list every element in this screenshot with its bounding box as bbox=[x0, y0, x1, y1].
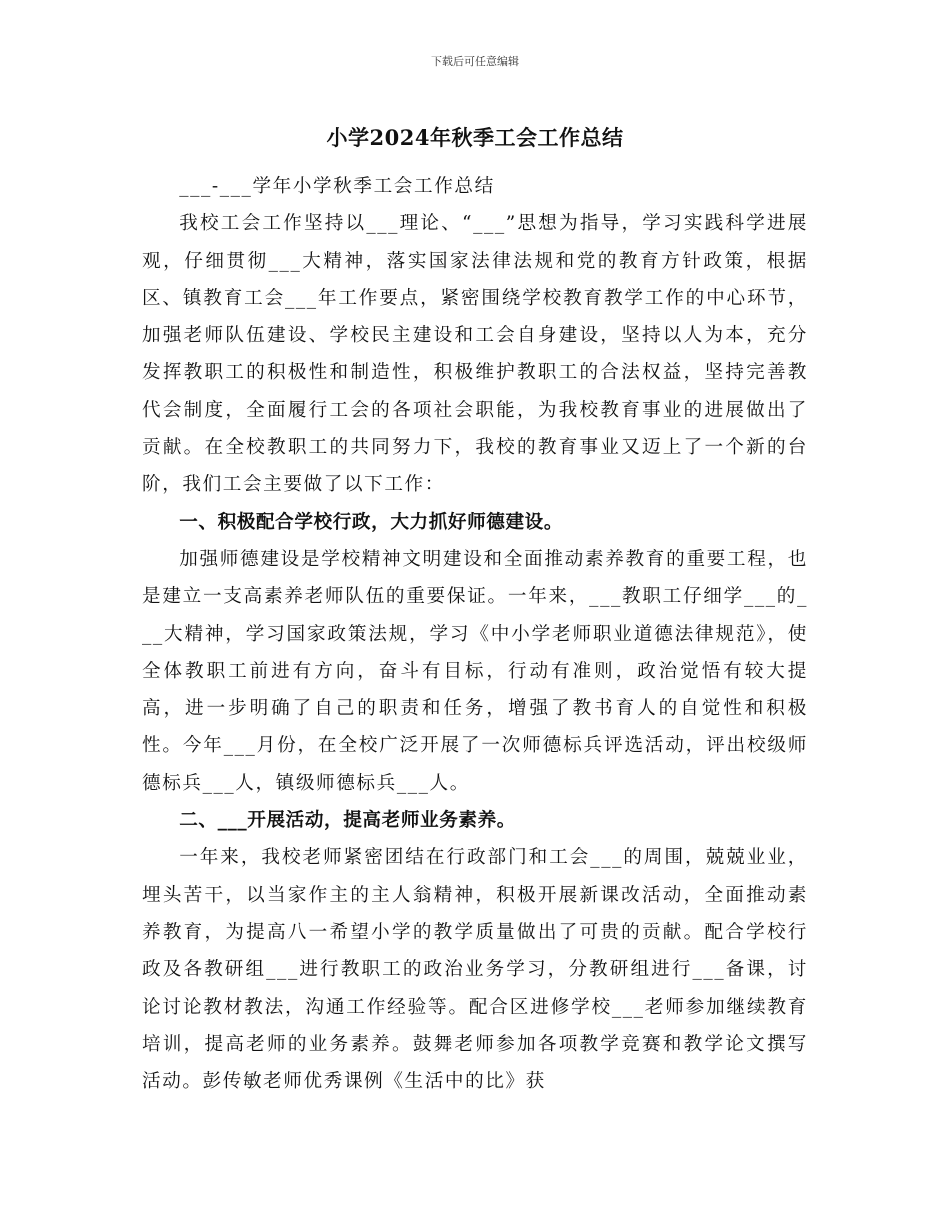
intro-paragraph: 我校工会工作坚持以___理论、“___”思想为指导，学习实践科学进展观，仔细贯彻___大精神，落实国家法律法规和党的教育方针政策，根据区、镇教育工会___年工作要点，紧密围绕学校教育教学工作的中心环节，加强老师队伍建设、学校民主建设和工会自身建设，坚持以人为本，充分发挥教职工的积极性和制造性，积极维护教职工的合法权益，坚持完善教代会制度，全面履行工会的各项社会职能，为我校教育事业的进展做出了贡献。在全校教职工的共同努力下，我校的教育事业又迈上了一个新的台阶，我们工会主要做了以下工作： bbox=[142, 213, 808, 496]
section-heading-2: 二、___开展活动，提高老师业务素养。 bbox=[179, 810, 516, 832]
section-2-paragraph: 一年来，我校老师紧密团结在行政部门和工会___的周围，兢兢业业，埋头苦干，以当家作主的主人翁精神，积极开展新课改活动，全面推动素养教育，为提高八一希望小学的教学质量做出了可贵的贡献。配合学校行政及各教研组___进行教职工的政治业务学习，分教研组进行___备课，讨论讨论教材教法，沟通工作经验等。配合区进修学校___老师参加继续教育培训，提高老师的业务素养。鼓舞老师参加各项教学竞赛和教学论文撰写活动。彭传敏老师优秀课例《生活中的比》获 bbox=[142, 847, 808, 1093]
document-title: 小学2024年秋季工会工作总结 bbox=[326, 125, 624, 150]
page-header-note: 下载后可任意编辑 bbox=[431, 55, 519, 68]
section-1-paragraph: 加强师德建设是学校精神文明建设和全面推动素养教育的重要工程，也是建立一支高素养老师队伍的重要保证。一年来，___教职工仔细学___的___大精神，学习国家政策法规，学习《中小学老师职业道德法律规范》，使全体教职工前进有方向，奋斗有目标，行动有准则，政治觉悟有较大提高，进一步明确了自己的职责和任务，增强了教书育人的自觉性和积极性。今年___月份，在全校广泛开展了一次师德标兵评选活动，评出校级师德标兵___人，镇级师德标兵___人。 bbox=[142, 548, 808, 794]
subtitle-paragraph: ___-___学年小学秋季工会工作总结 bbox=[179, 176, 495, 197]
document-body bbox=[142, 168, 808, 1100]
section-heading-1: 一、积极配合学校行政，大力抓好师德建设。 bbox=[179, 511, 564, 533]
